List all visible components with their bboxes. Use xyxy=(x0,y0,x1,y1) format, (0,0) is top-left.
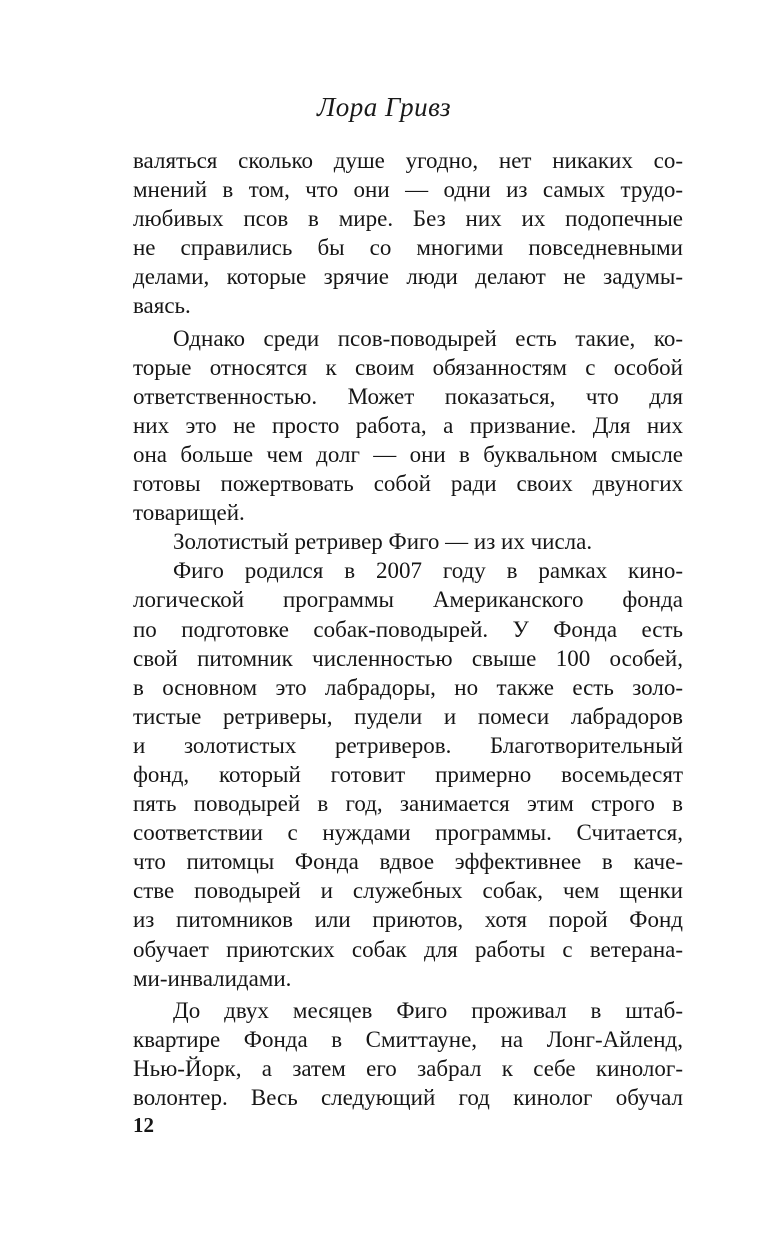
text-line: них это не просто работа, а призвание. Для них xyxy=(133,412,683,438)
text-line: делами, которые зрячие люди делают не задумы- xyxy=(133,264,683,290)
text-line: не справились бы со многими повседневными xyxy=(133,235,683,261)
text-line: тистые ретриверы, пудели и помеси лабрадоров xyxy=(133,703,683,729)
text-line: Нью-Йорк, а затем его забрал к себе кинолог- xyxy=(133,1055,683,1081)
text-line: торые относятся к своим обязанностям с особой xyxy=(133,354,683,380)
text-line: До двух месяцев Фиго проживал в штаб- xyxy=(173,997,683,1023)
body-text xyxy=(133,146,683,1112)
text-line: валяться сколько душе угодно, нет никаких со- xyxy=(133,148,683,173)
text-line: что питомцы Фонда вдвое эффективнее в каче- xyxy=(133,849,683,875)
text-line: квартире Фонда в Смиттауне, на Лонг-Айленд, xyxy=(133,1026,683,1052)
page-number: 12 xyxy=(133,1113,154,1137)
text-line: по подготовке собак-поводырей. У Фонда есть xyxy=(133,616,683,642)
text-line: из питомников или приютов, хотя порой Фонд xyxy=(133,907,683,933)
text-line: свой питомник численностью свыше 100 особей, xyxy=(133,645,683,671)
text-line: готовы пожертвовать собой ради своих двуногих xyxy=(133,471,683,497)
text-line: ответственностью. Может показаться, что для xyxy=(133,383,683,409)
text-line: обучает приютских собак для работы с ветерана- xyxy=(133,936,683,962)
text-line: и золотистых ретриверов. Благотворительный xyxy=(133,732,683,758)
text-line: она больше чем долг — они в буквальном смысле xyxy=(133,441,683,467)
text-line: товарищей. xyxy=(133,500,245,526)
text-line: волонтер. Весь следующий год кинолог обучал xyxy=(133,1085,683,1110)
text-line: пять поводырей в год, занимается этим строго в xyxy=(133,791,683,817)
text-line: стве поводырей и служебных собак, чем щенки xyxy=(133,878,683,904)
text-line: мнений в том, что они — одни из самых трудо- xyxy=(133,177,683,203)
running-head: Лора Гривз xyxy=(316,92,452,122)
text-line: фонд, который готовит примерно восемьдесят xyxy=(133,761,683,787)
text-line: Золотистый ретривер Фиго — из их числа. xyxy=(173,529,593,555)
text-line: ваясь. xyxy=(133,293,191,319)
text-line: любивых псов в мире. Без них их подопечные xyxy=(133,206,683,232)
text-line: ми-инвалидами. xyxy=(133,965,292,991)
text-line: Однако среди псов-поводырей есть такие, ко- xyxy=(173,325,683,351)
text-line: Фиго родился в 2007 году в рамках кино- xyxy=(173,558,683,584)
text-line: в основном это лабрадоры, но также есть золо- xyxy=(133,674,683,700)
text-line: соответствии с нуждами программы. Считается, xyxy=(133,820,683,846)
text-line: логической программы Американского фонда xyxy=(133,587,683,613)
